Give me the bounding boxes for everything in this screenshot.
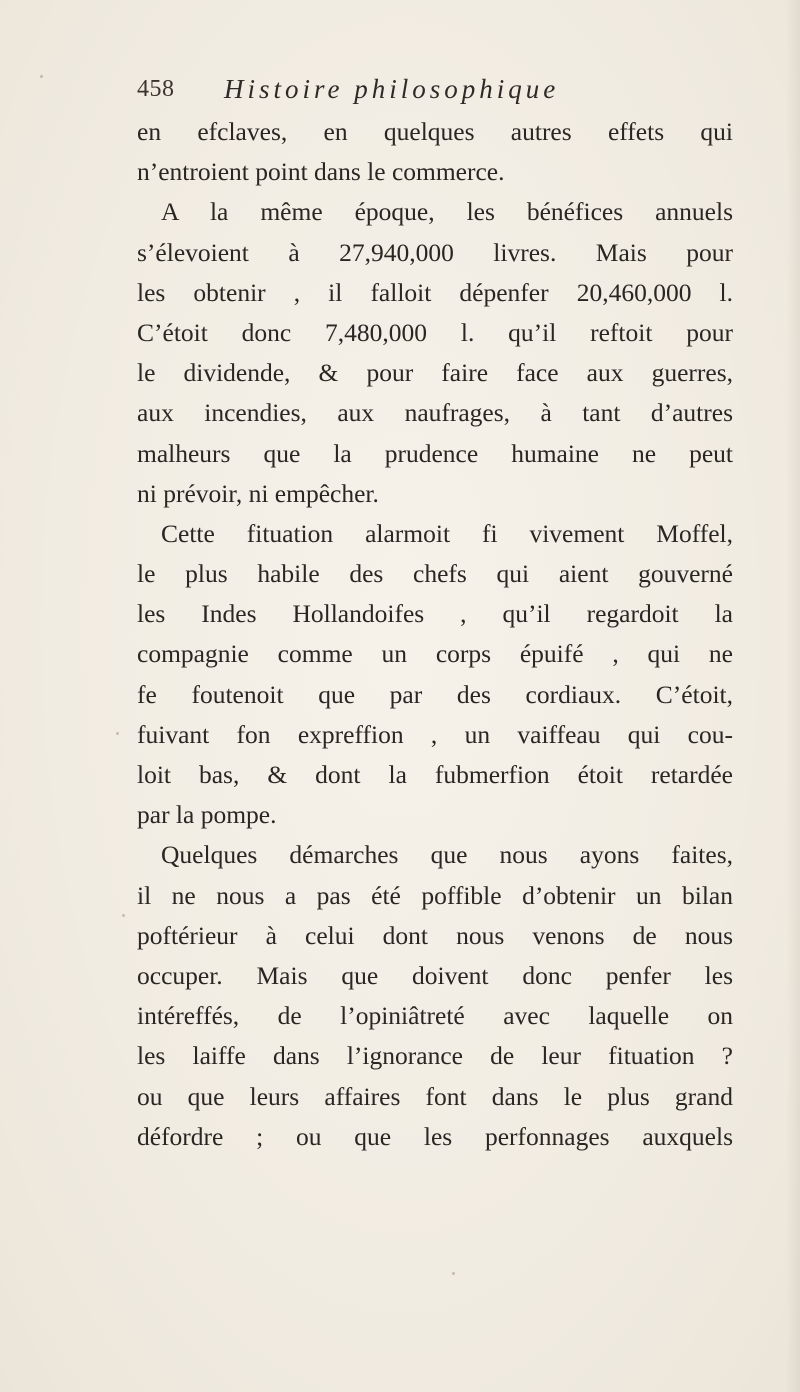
page-header: [137, 70, 737, 110]
text-line: occuper. Mais que doivent donc penfer les: [137, 960, 733, 990]
text-line: ni prévoir, ni empêcher.: [137, 478, 379, 508]
page-number: 458: [137, 76, 175, 102]
text-line: Cette fituation alarmoit fi vivement Moffel,: [161, 518, 733, 548]
text-line: les obtenir , il falloit dépenfer 20,460,000 l.: [137, 277, 733, 307]
text-line: C’étoit donc 7,480,000 l. qu’il reftoit pour: [137, 317, 733, 347]
text-line: les laiffe dans l’ignorance de leur fituation ?: [137, 1041, 733, 1071]
text-line: intéreffés, de l’opiniâtreté avec laquelle on: [137, 1001, 733, 1031]
text-line: défordre ; ou que les perfonnages auxquels: [137, 1121, 733, 1151]
text-line: malheurs que la prudence humaine ne peut: [137, 438, 733, 468]
paper-speck: [122, 914, 125, 917]
page-edge-shadow: [786, 0, 800, 1392]
text-line: en efclaves, en quelques autres effets qui: [137, 117, 733, 146]
text-line: compagnie comme un corps épuifé , qui ne: [137, 639, 733, 669]
text-line: les Indes Hollandoifes , qu’il regardoit la: [137, 599, 733, 629]
text-line: s’élevoient à 27,940,000 livres. Mais pour: [137, 237, 733, 267]
body-text: [137, 112, 733, 1157]
paper-speck: [40, 75, 43, 78]
text-line: ou que leurs affaires font dans le plus grand: [137, 1081, 733, 1111]
text-line: fuivant fon expreffion , un vaiffeau qui cou-: [137, 719, 733, 749]
text-line: Quelques démarches que nous ayons faites,: [161, 840, 733, 870]
text-line: A la même époque, les bénéfices annuels: [161, 197, 733, 227]
paper-speck: [452, 1272, 455, 1275]
paper-speck: [116, 732, 119, 735]
text-line: par la pompe.: [137, 800, 277, 830]
text-line: poftérieur à celui dont nous venons de nous: [137, 920, 733, 950]
running-head: Histoire philosophique: [224, 74, 560, 104]
text-line: il ne nous a pas été poffible d’obtenir un bilan: [137, 880, 733, 910]
text-line: aux incendies, aux naufrages, à tant d’autres: [137, 398, 733, 428]
text-line: le dividende, & pour faire face aux guerres,: [137, 358, 733, 388]
text-line: le plus habile des chefs qui aient gouverné: [137, 559, 733, 589]
text-line: loit bas, & dont la fubmerfion étoit retardée: [137, 760, 733, 789]
text-line: n’entroient point dans le commerce.: [137, 157, 505, 187]
text-line: fe foutenoit que par des cordiaux. C’étoit,: [137, 679, 733, 709]
